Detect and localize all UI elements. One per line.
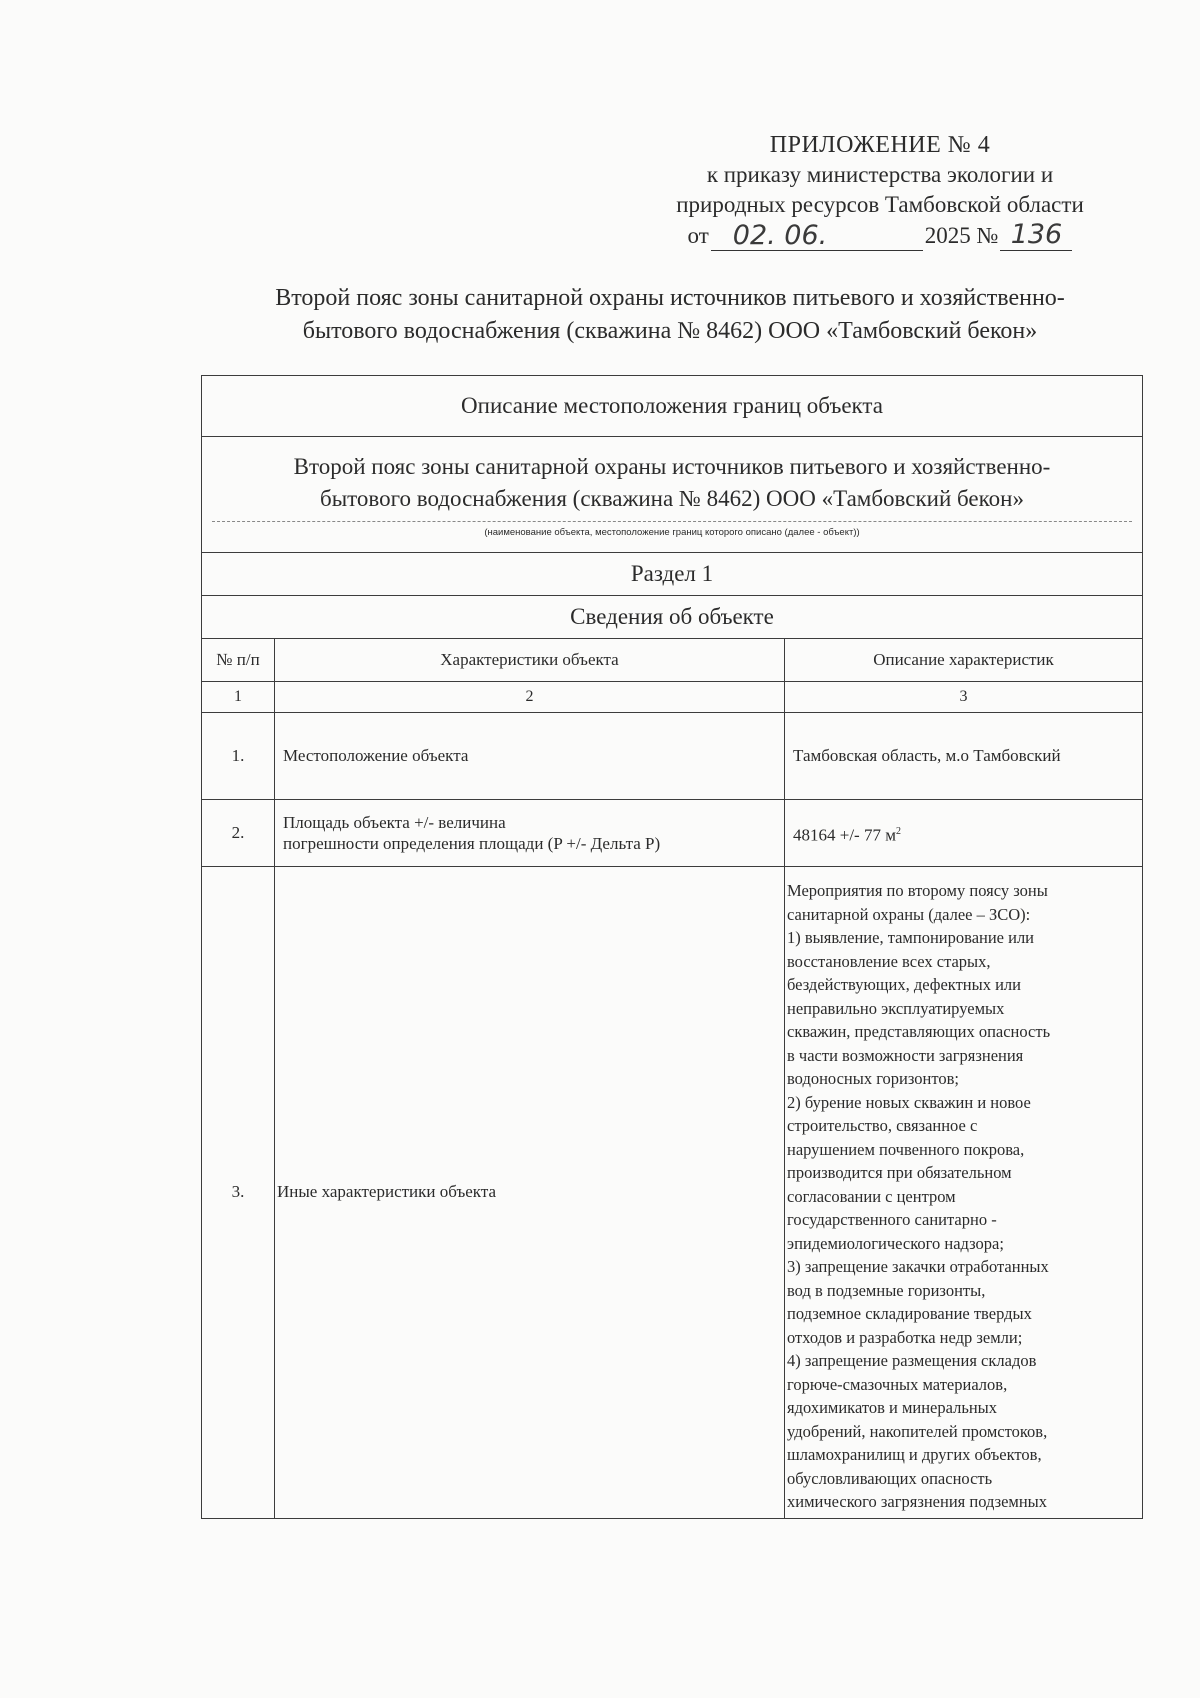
description-line: эпидемиологического надзора; (787, 1233, 1004, 1253)
description-line: государственного санитарно - (787, 1210, 997, 1229)
description-line: нарушением почвенного покрова, (787, 1139, 1025, 1159)
description-line: отходов и разработка недр земли; (787, 1327, 1023, 1347)
row-characteristic (275, 800, 785, 867)
description-line: Мероприятия по второму поясу зоны (787, 881, 1048, 900)
section-heading: Раздел 1 (202, 553, 1143, 596)
object-name-note: (наименование объекта, местоположение границ которого описано (далее - объект)) (212, 521, 1132, 552)
column-index-2: 2 (275, 682, 785, 713)
object-name-cell (202, 437, 1143, 553)
area-value: 48164 +/- 77 м (793, 825, 896, 845)
description-line: восстановление всех старых, (787, 951, 991, 971)
description-line: вод в подземные горизонты, (787, 1280, 986, 1300)
table-row (202, 800, 1143, 867)
appendix-number: ПРИЛОЖЕНИЕ № 4 (769, 132, 991, 158)
appendix-header (600, 130, 1160, 251)
object-name-line2: бытового водоснабжения (скважина № 8462) ООО «Тамбовский бекон» (320, 486, 1024, 511)
description-line: 1) выявление, тампонирование или (787, 928, 1035, 947)
row-characteristic: Иные характеристики объекта (275, 867, 785, 1519)
description-line: в части возможности загрязнения (787, 1045, 1024, 1065)
section-title: Сведения об объекте (202, 596, 1143, 639)
description-line: производится при обязательном (787, 1163, 1012, 1182)
order-date-line (600, 220, 1160, 251)
document-title-line2: бытового водоснабжения (скважина № 8462) ООО «Тамбовский бекон» (302, 318, 1038, 344)
object-name-line1: Второй пояс зоны санитарной охраны источников питьевого и хозяйственно- (293, 454, 1051, 479)
column-header-number: № п/п (202, 639, 275, 682)
description-line: неправильно эксплуатируемых (787, 998, 1005, 1018)
table-row (202, 713, 1143, 800)
row-description (785, 800, 1143, 867)
row-number: 2. (202, 800, 275, 867)
row-characteristic: Местоположение объекта (275, 713, 785, 800)
description-line: санитарной охраны (далее – ЗСО): (787, 904, 1031, 924)
description-line: подземное складирование твердых (787, 1304, 1032, 1323)
table-caption: Описание местоположения границ объекта (202, 376, 1143, 437)
column-header-description: Описание характеристик (785, 639, 1143, 682)
description-line: обусловливающих опасность (787, 1468, 993, 1488)
row-characteristic-line2: погрешности определения площади (P +/- Дельта P) (283, 834, 661, 853)
document-title-line1: Второй пояс зоны санитарной охраны источников питьевого и хозяйственно- (275, 285, 1065, 311)
description-line: 2) бурение новых скважин и новое (787, 1092, 1031, 1112)
description-line: скважин, представляющих опасность (787, 1022, 1051, 1041)
row-number: 1. (202, 713, 275, 800)
table-row (202, 867, 1143, 1519)
handwritten-date: 02. 06. (711, 221, 923, 251)
description-line: 4) запрещение размещения складов (787, 1351, 1037, 1370)
description-line: шламохранилищ и других объектов, (787, 1445, 1042, 1464)
row-description (785, 867, 1143, 1519)
row-description: Тамбовская область, м.о Тамбовский (785, 713, 1143, 800)
date-prefix: от (687, 223, 709, 248)
description-line: удобрений, накопителей промстоков, (787, 1421, 1048, 1441)
column-header-characteristic: Характеристики объекта (275, 639, 785, 682)
object-description-table (201, 375, 1143, 1519)
area-unit-exponent: 2 (895, 825, 901, 837)
document-title (210, 282, 1130, 348)
order-reference-line1: к приказу министерства экологии и (706, 162, 1054, 187)
description-line: водоносных горизонтов; (787, 1069, 960, 1088)
order-reference-line2: природных ресурсов Тамбовской области (676, 192, 1084, 217)
column-index-1: 1 (202, 682, 275, 713)
description-line: строительство, связанное с (787, 1116, 978, 1135)
description-line: 3) запрещение закачки отработанных (787, 1257, 1049, 1276)
description-line: бездействующих, дефектных или (787, 975, 1021, 994)
description-line: химического загрязнения подземных (787, 1492, 1048, 1511)
row-characteristic-line1: Площадь объекта +/- величина (283, 813, 506, 832)
description-line: согласовании с центром (787, 1186, 956, 1206)
order-year: 2025 № (924, 223, 999, 248)
handwritten-order-number: 136 (1000, 220, 1072, 251)
description-line: ядохимикатов и минеральных (787, 1398, 998, 1417)
column-index-3: 3 (785, 682, 1143, 713)
description-line: горюче-смазочных материалов, (787, 1374, 1008, 1394)
row-number: 3. (202, 867, 275, 1519)
